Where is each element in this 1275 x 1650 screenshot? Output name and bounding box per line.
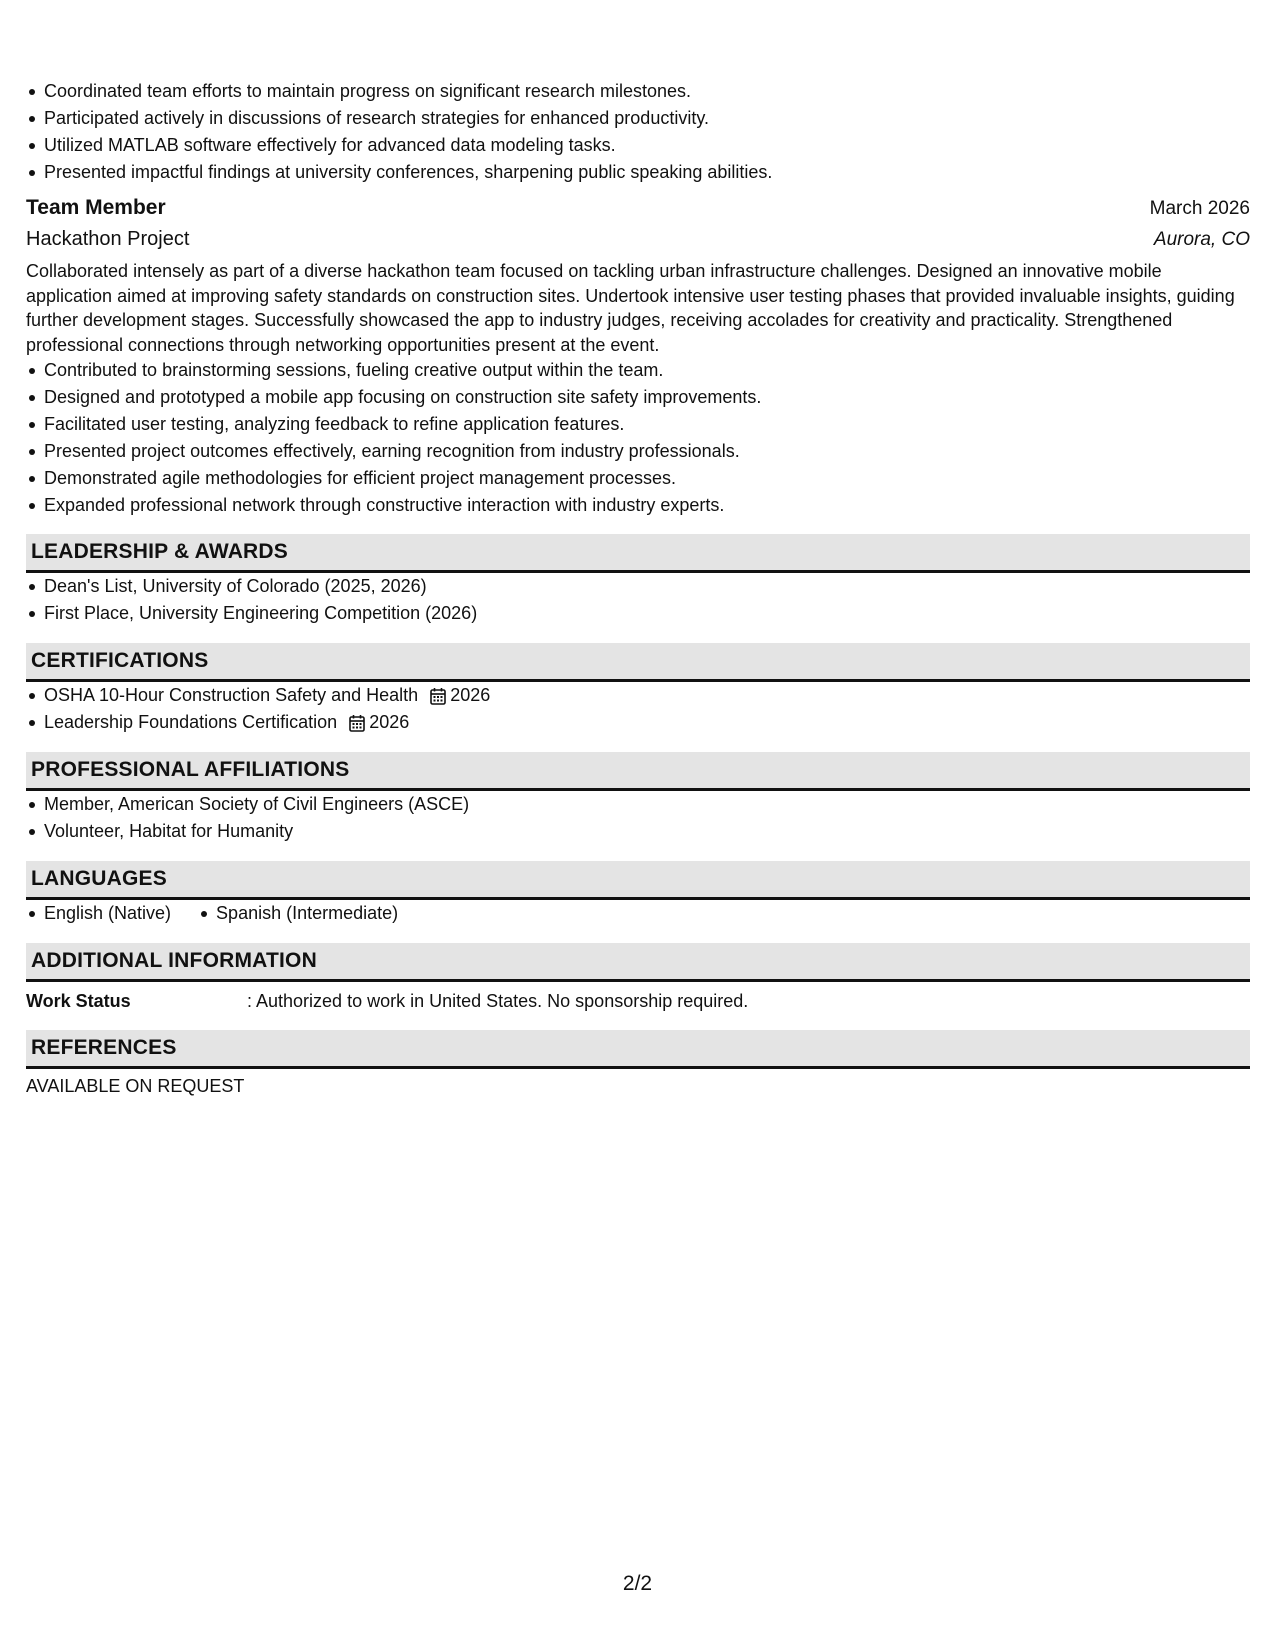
section-header (26, 534, 1250, 573)
section-header (26, 1030, 1250, 1069)
section-header (26, 752, 1250, 791)
calendar-icon (349, 714, 365, 732)
list-item: Volunteer, Habitat for Humanity (44, 818, 1250, 845)
list-item (44, 682, 1250, 709)
entry-date: March 2026 (1149, 198, 1250, 219)
work-status-label: Work Status (26, 991, 131, 1011)
section-title: REFERENCES (31, 1036, 177, 1059)
list-item: Utilized MATLAB software effectively for advanced data modeling tasks. (44, 132, 1250, 159)
entry-organization: Hackathon Project (26, 228, 190, 250)
list-item: Facilitated user testing, analyzing feedback to refine application features. (44, 411, 1250, 438)
list-item: Presented project outcomes effectively, earning recognition from industry professionals. (44, 438, 1250, 465)
list-item: Designed and prototyped a mobile app focusing on construction site safety improvements. (44, 384, 1250, 411)
section-header (26, 943, 1250, 982)
page-number: 2/2 (622, 1572, 653, 1595)
list-item: Spanish (Intermediate) (216, 900, 398, 927)
section-title: LANGUAGES (31, 867, 167, 890)
references-text: AVAILABLE ON REQUEST (26, 1076, 245, 1096)
certification-year: 2026 (369, 712, 410, 732)
certifications-section (26, 643, 1250, 736)
list-item: Dean's List, University of Colorado (2025, 2026) (44, 573, 1250, 600)
languages-section (26, 861, 1250, 927)
list-item: Presented impactful findings at university conferences, sharpening public speaking abilities. (44, 159, 1250, 186)
experience-entry (26, 192, 1250, 519)
resume-page (26, 78, 1250, 1099)
certification-name: Leadership Foundations Certification (44, 712, 338, 732)
entry-summary: Collaborated intensely as part of a diverse hackathon team focused on tackling urban infrastructure challenges. Designed an innovative mobile application aimed at improving safety standards on construction sites. Undertook intensive user testing phases that provided invaluable insights, guiding further development stages. Successfully showcased the app to industry judges, receiving accolades for creativity and practicality. Strengthened professional connections through networking opportunities present at the event. (26, 261, 1235, 355)
calendar-icon (430, 687, 446, 705)
list-item: Participated actively in discussions of research strategies for enhanced productivity. (44, 105, 1250, 132)
list-item: Coordinated team efforts to maintain progress on significant research milestones. (44, 78, 1250, 105)
section-title: CERTIFICATIONS (31, 649, 209, 672)
references-section (26, 1030, 1250, 1099)
list-item: First Place, University Engineering Competition (2026) (44, 600, 1250, 627)
list-item: Demonstrated agile methodologies for efficient project management processes. (44, 465, 1250, 492)
entry-bullet-list (26, 357, 1250, 519)
section-header (26, 861, 1250, 900)
list-item: Contributed to brainstorming sessions, fueling creative output within the team. (44, 357, 1250, 384)
section-header (26, 643, 1250, 682)
certification-year: 2026 (450, 685, 491, 705)
affiliations-list (26, 791, 1250, 845)
list-item (44, 709, 1250, 736)
section-title: LEADERSHIP & AWARDS (31, 540, 288, 563)
list-item: Member, American Society of Civil Engineers (ASCE) (44, 791, 1250, 818)
list-item: English (Native) (44, 900, 171, 927)
certifications-list (26, 682, 1250, 736)
languages-list (26, 900, 1250, 927)
research-bullet-list (26, 78, 1250, 186)
leadership-list (26, 573, 1250, 627)
additional-information-section (26, 943, 1250, 1014)
entry-role: Team Member (26, 196, 166, 219)
work-status-value: : Authorized to work in United States. No sponsorship required. (247, 991, 749, 1011)
section-title: PROFESSIONAL AFFILIATIONS (31, 758, 350, 781)
entry-location: Aurora, CO (1153, 229, 1250, 250)
work-status-row (26, 988, 1250, 1014)
list-item: Expanded professional network through constructive interaction with industry experts. (44, 492, 1250, 519)
affiliations-section (26, 752, 1250, 845)
leadership-section (26, 534, 1250, 627)
section-title: ADDITIONAL INFORMATION (31, 949, 317, 972)
certification-name: OSHA 10-Hour Construction Safety and Health (44, 685, 419, 705)
